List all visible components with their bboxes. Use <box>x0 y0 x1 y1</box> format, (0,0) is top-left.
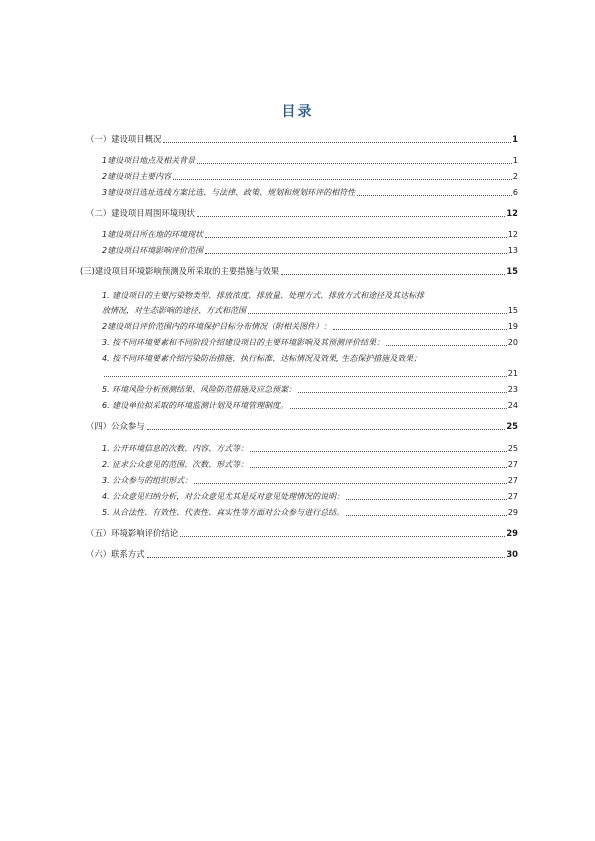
toc-entry-text-line1: 1. 建设项目的主要污染物类型、排放浓度、排放量、处理方式、排放方式和途径及其达标排 <box>102 291 425 300</box>
toc-entry[interactable] <box>102 491 518 502</box>
toc-entry[interactable] <box>102 368 518 379</box>
toc-entry-text: 1建设项目所在地的环境现状 <box>102 230 204 239</box>
toc-entry-text: 2. 征求公众意见的范围、次数、形式等： <box>102 460 249 469</box>
toc-entry-page: 29 <box>507 508 518 517</box>
dot-leader <box>163 141 511 143</box>
toc-entry-page: 30 <box>506 549 518 559</box>
toc-entry-text: 1. 公开环境信息的次数、内容、方式等： <box>102 444 249 453</box>
toc-entry[interactable] <box>102 229 518 240</box>
dot-leader <box>290 407 507 409</box>
toc-entry-text: 5. 环境风险分析预测结果、风险防范措施及应急预案： <box>102 385 297 394</box>
toc-entry-page: 29 <box>506 528 518 538</box>
toc-entry-text: 5. 从合法性、有效性、代表性、真实性等方面对公众参与进行总结。 <box>102 508 345 517</box>
dot-leader <box>333 328 507 330</box>
dot-leader <box>194 482 507 484</box>
toc-entry-page: 25 <box>506 421 518 431</box>
toc-entry-page: 25 <box>507 444 518 453</box>
toc-entry[interactable] <box>102 475 518 486</box>
dot-leader <box>346 498 507 500</box>
toc-entry[interactable] <box>102 337 518 348</box>
toc-entry-page: 2 <box>512 172 518 181</box>
dot-leader <box>386 344 507 346</box>
toc-entry-section-4[interactable] <box>86 421 518 432</box>
toc-entry-section-1[interactable] <box>86 134 518 145</box>
dot-leader <box>250 466 507 468</box>
dot-leader <box>205 252 507 254</box>
toc-entry-page: 27 <box>507 492 518 501</box>
toc-entry-page: 21 <box>507 369 518 378</box>
toc-entry-section-6[interactable] <box>86 549 518 560</box>
toc-entry[interactable] <box>102 171 518 182</box>
dot-leader <box>147 428 506 430</box>
toc-entry-page: 27 <box>507 460 518 469</box>
dot-leader <box>147 556 506 558</box>
toc-entry-text: 6. 建设单位拟采取的环境监测计划及环境管理制度。 <box>102 401 289 410</box>
dot-leader <box>281 273 505 275</box>
toc-entry-section-3[interactable] <box>80 266 518 277</box>
toc-entry[interactable] <box>102 305 518 316</box>
toc-entry[interactable] <box>102 459 518 470</box>
toc-entry-page: 24 <box>507 401 518 410</box>
toc-entry-section-2[interactable] <box>86 208 518 219</box>
toc-entry-section-5[interactable] <box>86 528 518 539</box>
toc-entry-page: 15 <box>506 266 518 276</box>
toc-entry-text: (三)建设项目环境影响预测及所采取的主要措施与效果 <box>80 266 280 276</box>
toc-entry-page: 27 <box>507 476 518 485</box>
toc-entry-text: 3建设项目选址选线方案比选、与法律、政策、规划和规划环评的相符性 <box>102 188 356 197</box>
toc-entry[interactable] <box>102 187 518 198</box>
dot-leader <box>205 236 507 238</box>
dot-leader <box>248 312 507 314</box>
toc-entry[interactable] <box>102 321 518 332</box>
toc-entry-page: 23 <box>507 385 518 394</box>
dot-leader <box>250 450 507 452</box>
toc-entry-text: 1建设项目地点及相关背景 <box>102 156 196 165</box>
toc-entry-text: （一）建设项目概况 <box>86 134 162 144</box>
toc-entry-page: 15 <box>507 306 518 315</box>
toc-entry-text: 4. 公众意见归纳分析，对公众意见尤其是反对意见处理情况的说明： <box>102 492 345 501</box>
toc-entry-page: 1 <box>512 134 518 144</box>
dot-leader <box>104 375 507 377</box>
toc-entry-text: 3. 公众参与的组织形式： <box>102 476 193 485</box>
toc-entry[interactable] <box>102 400 518 411</box>
toc-entry[interactable] <box>102 245 518 256</box>
toc-entry-text: 2建设项目主要内容 <box>102 172 172 181</box>
toc-entry-text: 3. 按不同环境要素和不同阶段介绍建设项目的主要环境影响及其预测评价结果： <box>102 338 385 347</box>
toc-entry-text: 2建设项目环境影响评价范围 <box>102 246 204 255</box>
toc-entry-text: （二）建设项目周围环境现状 <box>86 208 195 218</box>
toc-entry-text: （六）联系方式 <box>86 549 145 559</box>
toc-title: 目录 <box>281 104 314 120</box>
toc-entry-page: 6 <box>512 188 518 197</box>
dot-leader <box>197 162 512 164</box>
toc-entry-page: 13 <box>507 246 518 255</box>
dot-leader <box>357 194 512 196</box>
toc-entry-text: （四）公众参与 <box>86 421 145 431</box>
dot-leader <box>173 178 512 180</box>
toc-entry[interactable] <box>102 443 518 454</box>
toc-entry-page: 20 <box>507 338 518 347</box>
toc-entry-text: 2建设项目评价范围内的环境保护目标分布情况（附相关图件）： <box>102 322 332 331</box>
dot-leader <box>346 514 507 516</box>
toc-entry-text-line1: 4. 按不同环境要素介绍污染防治措施、执行标准、达标情况及效果, 生态保护措施及效果； <box>102 354 422 363</box>
dot-leader <box>197 215 505 217</box>
dot-leader <box>298 391 507 393</box>
toc-entry-text: （五）环境影响评价结论 <box>86 528 179 538</box>
toc-entry-text: 放情况，对生态影响的途径、方式和范围 <box>102 306 246 315</box>
toc-entry-page: 12 <box>506 208 518 218</box>
toc-entry[interactable] <box>102 384 518 395</box>
toc-entry-page: 19 <box>507 322 518 331</box>
toc-entry-page: 12 <box>507 230 518 239</box>
toc-entry[interactable] <box>102 155 518 166</box>
toc-entry[interactable] <box>102 507 518 518</box>
toc-entry-page: 1 <box>512 156 518 165</box>
dot-leader <box>180 535 505 537</box>
